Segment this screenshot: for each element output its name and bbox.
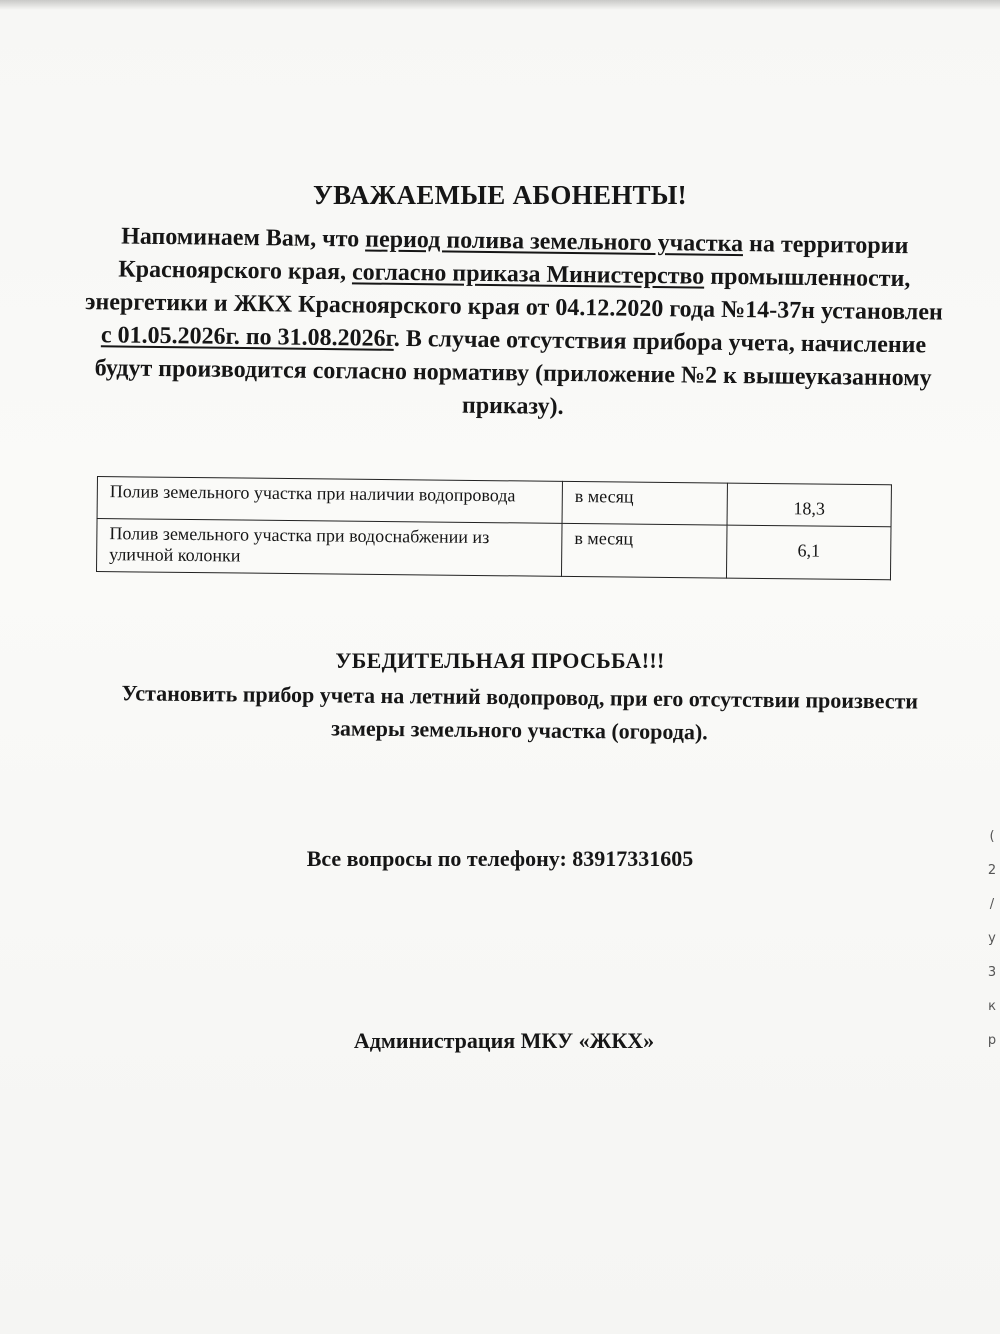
rate-value: 6,1 (726, 525, 891, 580)
edge-marks (984, 820, 1000, 1150)
request-text: Установить прибор учета на летний водопровод, при его отсутствии произвести замеры земельного участка (огорода). (121, 680, 919, 745)
edge-mark: 2 (987, 863, 997, 878)
intro-text-3: промышленности, энергетики и ЖКХ Красноярского края от 04.12.2020 года №14-37н установлен (84, 263, 943, 326)
table-row (96, 519, 891, 580)
edge-mark: у (988, 931, 996, 946)
intro-text-1: Напоминаем Вам, что (121, 223, 366, 253)
intro-underline-dates: с 01.05.2026г. по 31.08.2026г (100, 322, 394, 352)
edge-mark: р (987, 1033, 997, 1048)
rates-table (96, 476, 892, 580)
intro-paragraph (78, 220, 950, 429)
signature: Администрация МКУ «ЖКХ» (353, 1028, 655, 1053)
notice-title: УВАЖАЕМЫЕ АБОНЕНТЫ! (313, 180, 687, 210)
edge-mark: 3 (987, 965, 997, 980)
rate-period: в месяц (562, 481, 727, 525)
phone-line: Все вопросы по телефону: 83917331605 (306, 846, 694, 871)
rate-description: Полив земельного участка при наличии водопровода (97, 477, 562, 524)
request-title: УБЕДИТЕЛЬНАЯ ПРОСЬБА!!! (335, 648, 665, 673)
edge-mark: ( (989, 829, 995, 844)
rate-value: 18,3 (727, 483, 891, 527)
intro-text-4: . В случае отсутствия прибора учета, начисление будут производится согласно нормативу (приложение №2 к вышеуказанному приказу). (94, 325, 932, 420)
edge-mark: к (988, 999, 996, 1014)
rate-period: в месяц (561, 523, 727, 578)
intro-underline-order: согласно приказа Министерство (351, 259, 705, 290)
intro-text-2: на территории Красноярского края, (118, 231, 909, 286)
rate-description: Полив земельного участка при водоснабжении из уличной колонки (96, 519, 562, 577)
intro-underline-watering-period: период полива земельного участка (365, 226, 744, 258)
edge-mark: / (989, 897, 995, 912)
